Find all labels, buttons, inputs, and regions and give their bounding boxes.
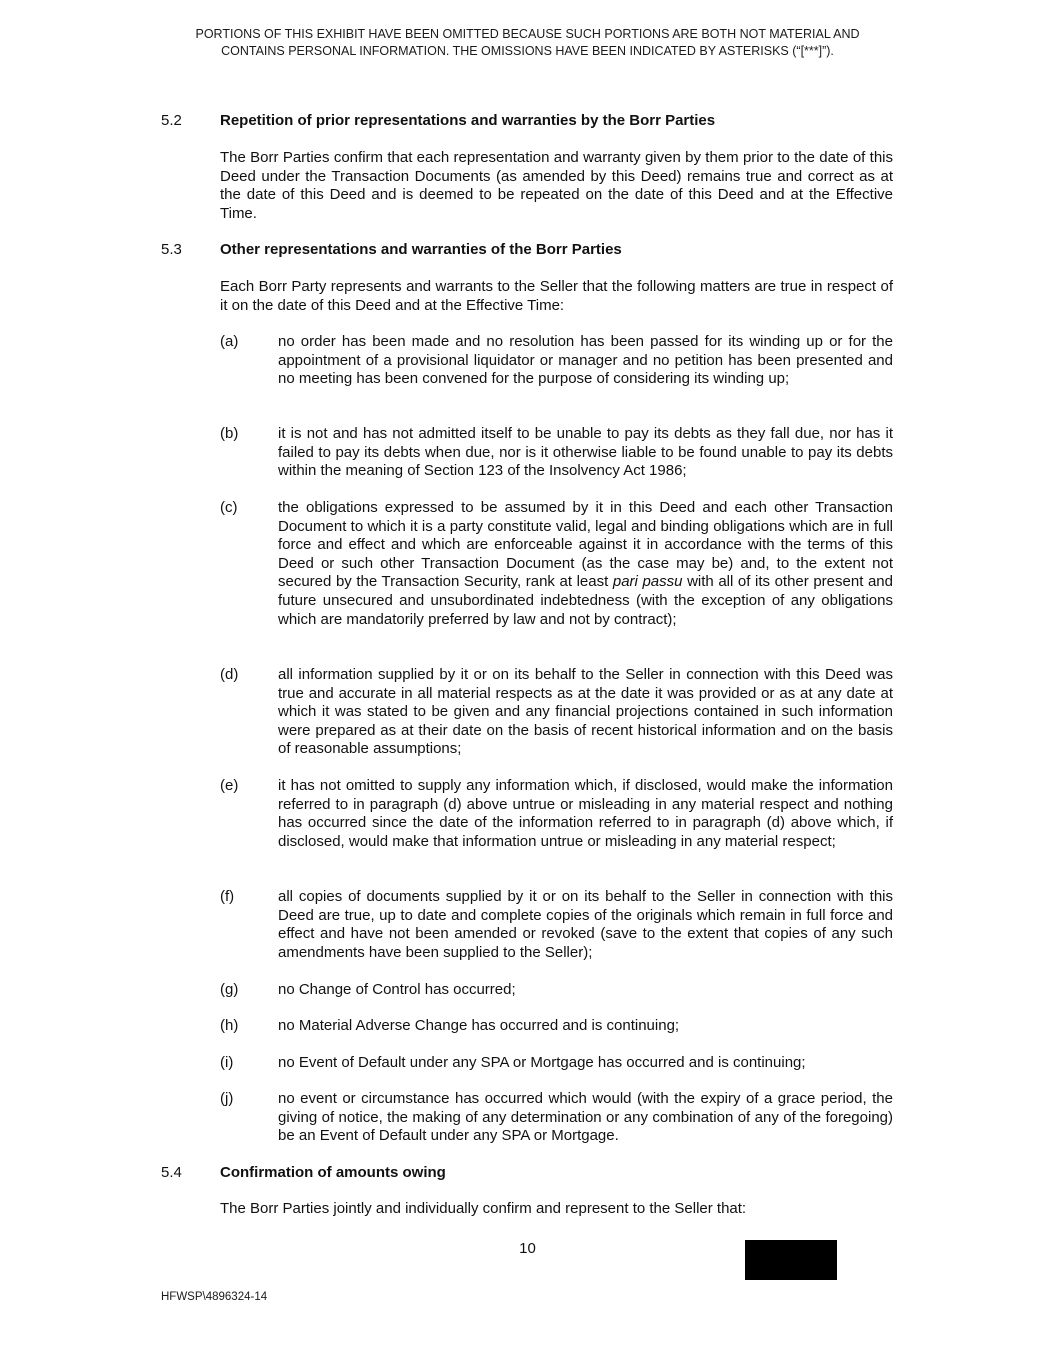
redaction-notice-line-1: PORTIONS OF THIS EXHIBIT HAVE BEEN OMITTED BECAUSE SUCH PORTIONS ARE BOTH NOT MATERIAL AND: [195, 27, 860, 41]
redaction-notice-line-2: CONTAINS PERSONAL INFORMATION. THE OMISSIONS HAVE BEEN INDICATED BY ASTERISKS (“[***]”).: [221, 44, 834, 58]
section-number: 5.3: [161, 241, 182, 258]
list-item-text-part: the obligations expressed to be assumed by it in this Deed and each other Transaction Document to which it is a party constitute valid, legal and binding obligations which are in full force and effect and which are enforceable against it in accordance with the terms of this Deed or such other Transaction Document (as the case may be) and, to the extent not secured by the Transaction Security, rank at least: [278, 499, 893, 591]
document-reference: HFWSP\4896324-14: [161, 1291, 268, 1303]
section-title: Confirmation of amounts owing: [220, 1164, 446, 1181]
redaction-notice: [120, 26, 935, 60]
list-item-text: no Material Adverse Change has occurred and is continuing;: [278, 1017, 680, 1034]
list-item-text: it is not and has not admitted itself to be unable to pay its debts as they fall due, nor has it failed to pay its debts when due, nor is it otherwise liable to be found unable to pay its debts within the meaning of Section 123 of the Insolvency Act 1986;: [278, 425, 893, 480]
section-number: 5.4: [161, 1164, 182, 1181]
list-item-text: it has not omitted to supply any information which, if disclosed, would make the information referred to in paragraph (d) above untrue or misleading in any material respect and nothing has occurred since the date of the information referred to in paragraph (d) above which, if disclosed, would make that information untrue or misleading in any material respect;: [278, 777, 893, 850]
list-item-text-part: with all of its other present and future unsecured and unsubordinated indebtedness (with the exception of any obligations which are mandatorily preferred by law and not by contract);: [278, 573, 893, 628]
list-item-label: (j): [220, 1090, 234, 1107]
list-item-label: (h): [220, 1017, 239, 1034]
latin-term: pari passu: [612, 573, 683, 591]
section-5-3-body: Each Borr Party represents and warrants to the Seller that the following matters are true in respect of it on the date of this Deed and at the Effective Time:: [220, 278, 893, 314]
page-number: 10: [519, 1240, 536, 1257]
list-item-label: (a): [220, 333, 239, 350]
redaction-block: [745, 1240, 837, 1280]
list-item-text: no Change of Control has occurred;: [278, 981, 516, 998]
section-5-2-body: The Borr Parties confirm that each representation and warranty given by them prior to the date of this Deed under the Transaction Documents (as amended by this Deed) remains true and correct as at the date of this Deed and is deemed to be repeated on the date of this Deed and at the Effective Time.: [220, 149, 893, 222]
list-item-label: (b): [220, 425, 239, 442]
section-title: Other representations and warranties of the Borr Parties: [220, 241, 622, 258]
list-item-label: (f): [220, 888, 235, 905]
list-item-text: no order has been made and no resolution has been passed for its winding up or for the appointment of a provisional liquidator or manager and no petition has been presented and no meeting has been convened for the purpose of considering its winding up;: [278, 333, 893, 388]
list-item-text: all information supplied by it or on its behalf to the Seller in connection with this Deed was true and accurate in all material respects as at the date it was provided or as at any date at which it was stated to be given and any financial projections contained in such information were prepared as at their date on the basis of recent historical information and on the basis of reasonable assumptions;: [278, 666, 893, 758]
list-item-text: no Event of Default under any SPA or Mortgage has occurred and is continuing;: [278, 1054, 806, 1071]
section-5-4-body: The Borr Parties jointly and individually confirm and represent to the Seller that:: [220, 1200, 747, 1217]
list-item-text: all copies of documents supplied by it or on its behalf to the Seller in connection with this Deed are true, up to date and complete copies of the originals which remain in full force and effect and have not been amended or revoked (save to the extent that copies of any such amendments have been supplied to the Seller);: [278, 888, 893, 961]
list-item-text: [278, 499, 893, 629]
list-item-label: (i): [220, 1054, 234, 1071]
list-item-text: no event or circumstance has occurred which would (with the expiry of a grace period, the giving of notice, the making of any determination or any combination of any of the foregoing) be an Event of Default under any SPA or Mortgage.: [278, 1090, 893, 1145]
section-number: 5.2: [161, 112, 182, 129]
list-item-label: (c): [220, 499, 238, 516]
list-item-label: (g): [220, 981, 239, 998]
list-item-label: (d): [220, 666, 239, 683]
section-title: Repetition of prior representations and warranties by the Borr Parties: [220, 112, 716, 129]
list-item-label: (e): [220, 777, 239, 794]
